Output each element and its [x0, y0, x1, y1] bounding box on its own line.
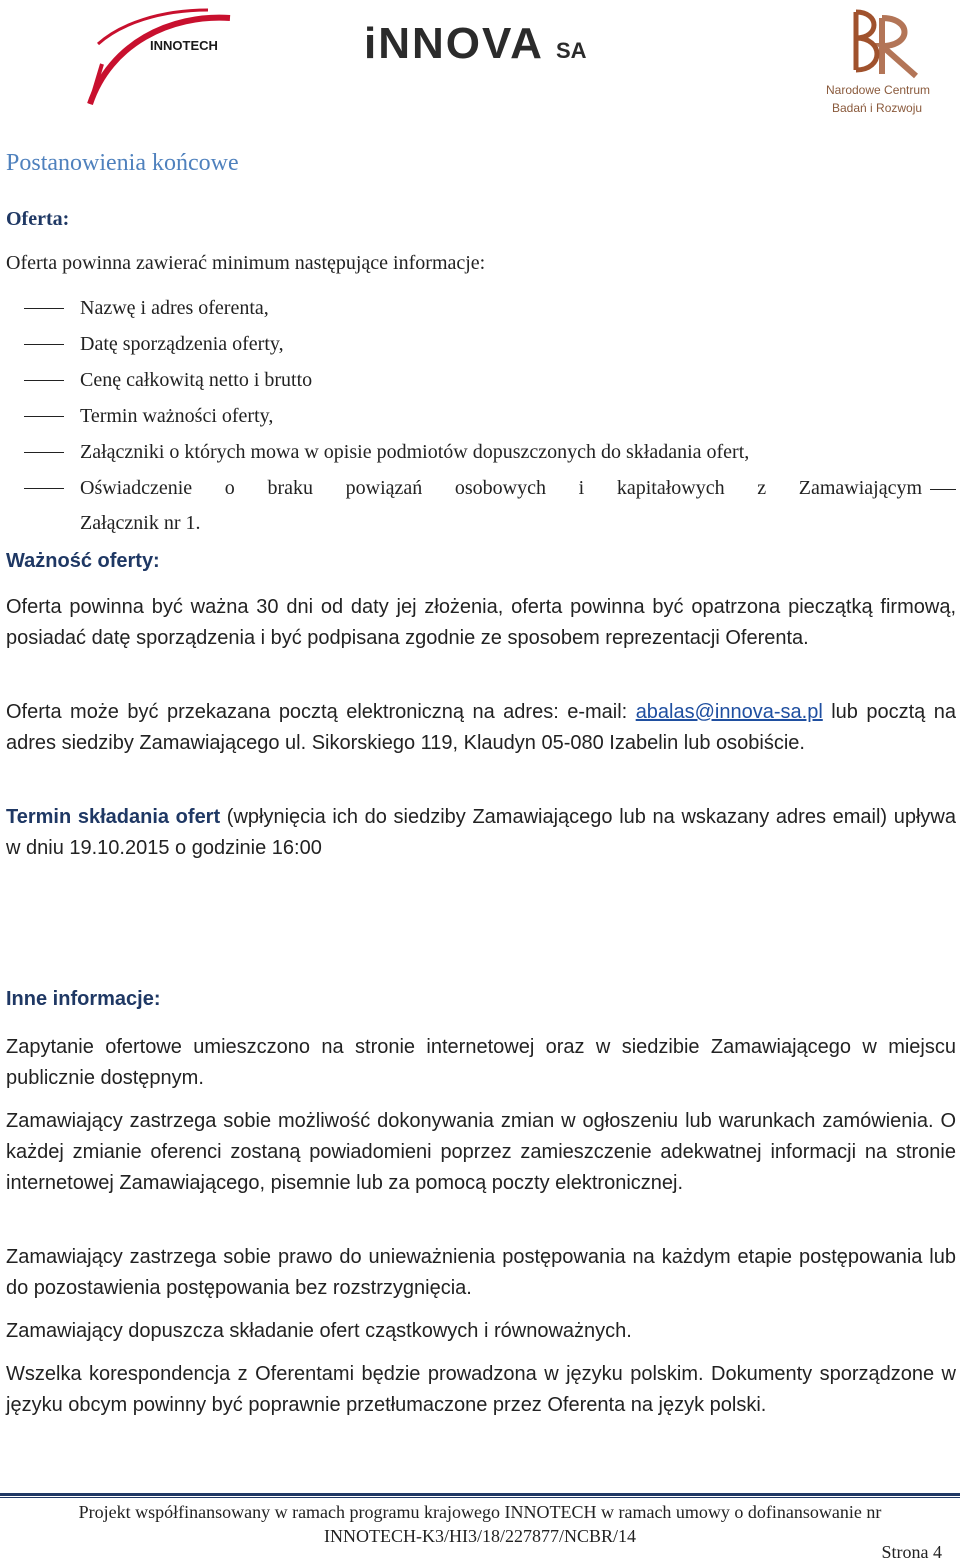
- list-item: Załączniki o których mowa w opisie podmiotów dopuszczonych do składania ofert,: [6, 434, 956, 470]
- email-link[interactable]: abalas@innova-sa.pl: [635, 701, 823, 723]
- innotech-logo-text: INNOTECH: [150, 38, 218, 53]
- footer-divider: [0, 1493, 960, 1496]
- info-paragraph: Zamawiający zastrzega sobie prawo do unieważnienia postępowania na każdym etapie postępowania lub do pozostawienia postępowania bez rozstrzygnięcia.: [6, 1246, 956, 1299]
- offer-heading: Oferta:: [6, 208, 70, 230]
- validity-paragraph: Oferta powinna być ważna 30 dni od daty jej złożenia, oferta powinna być opatrzona pieczątką firmową, posiadać datę sporządzenia i być podpisana zgodnie ze sposobem reprezentacji Oferenta.: [6, 596, 956, 649]
- footer-divider-thin: [0, 1497, 960, 1498]
- dash-icon: [930, 489, 956, 490]
- dash-bullet-icon: [24, 344, 64, 345]
- footer-line: Projekt współfinansowany w ramach programu krajowego INNOTECH w ramach umowy o dofinansowanie nr: [78, 1502, 882, 1522]
- info-paragraph: Zamawiający zastrzega sobie możliwość dokonywania zmian w ogłoszeniu lub warunkach zamówienia. O każdej zmianie oferenci zostaną powiadomieni poprzez zamieszczenie adekwatnej informacji na stronie internetowej Zamawiającego, pisemnie lub za pomocą poczty elektronicznej.: [6, 1110, 956, 1194]
- info-paragraph: Wszelka korespondencja z Oferentami będzie prowadzona w języku polskim. Dokumenty sporządzone w języku obcym powinny być poprawnie przetłumaczone przez Oferenta na język polski.: [6, 1363, 956, 1416]
- list-item: Cenę całkowitą netto i brutto: [6, 362, 956, 398]
- offer-requirements-list: [6, 290, 956, 540]
- other-info-heading: Inne informacje:: [6, 988, 161, 1010]
- deadline-label: Termin składania ofert: [6, 806, 221, 828]
- footer-line: INNOTECH-K3/HI3/18/227877/NCBR/14: [324, 1526, 636, 1546]
- page-number: Strona 4: [881, 1542, 942, 1562]
- innova-logo: [360, 8, 600, 68]
- ncbr-logo-line1: Narodowe Centrum: [826, 83, 931, 97]
- dash-bullet-icon: [24, 308, 64, 309]
- ncbr-logo-line2: Badań i Rozwoju: [832, 101, 923, 115]
- ncbr-logo: [820, 4, 950, 120]
- deadline-paragraph: Termin składania ofert (wpłynięcia ich do siedziby Zamawiającego lub na wskazany adres email) upływa w dniu 19.10.2015 o godzinie 16:00: [6, 806, 957, 859]
- validity-heading: Ważność oferty:: [6, 550, 160, 572]
- footer-funding-note: [0, 1500, 960, 1548]
- page-title: Postanowienia końcowe: [6, 150, 239, 176]
- list-item: Oświadczenie o braku powiązań osobowych i kapitałowych z Zamawiającym: [6, 470, 956, 506]
- dash-bullet-icon: [24, 452, 64, 453]
- dash-bullet-icon: [24, 380, 64, 381]
- innova-logo-suffix: SA: [556, 38, 587, 63]
- info-paragraph: Zapytanie ofertowe umieszczono na stronie internetowej oraz w siedzibie Zamawiającego w miejscu publicznie dostępnym.: [6, 1036, 956, 1089]
- list-item: Termin ważności oferty,: [6, 398, 956, 434]
- list-item: Nazwę i adres oferenta,: [6, 290, 956, 326]
- delivery-paragraph: Oferta może być przekazana pocztą elektroniczną na adres: e-mail: abalas@innova-sa.pl lub pocztą na adres siedziby Zamawiającego ul. Sikorskiego 119, Klaudyn 05-080 Izabelin lub osobiście.: [6, 701, 957, 754]
- info-paragraph: Zamawiający dopuszcza składanie ofert cząstkowych i równoważnych.: [6, 1320, 632, 1342]
- list-item-continuation: Załącznik nr 1.: [80, 512, 201, 534]
- offer-intro: Oferta powinna zawierać minimum następujące informacje:: [6, 252, 486, 274]
- innova-logo-text: iNNOVA: [364, 19, 544, 68]
- dash-bullet-icon: [24, 488, 64, 489]
- dash-bullet-icon: [24, 416, 64, 417]
- innotech-logo: [80, 4, 240, 108]
- list-item: Datę sporządzenia oferty,: [6, 326, 956, 362]
